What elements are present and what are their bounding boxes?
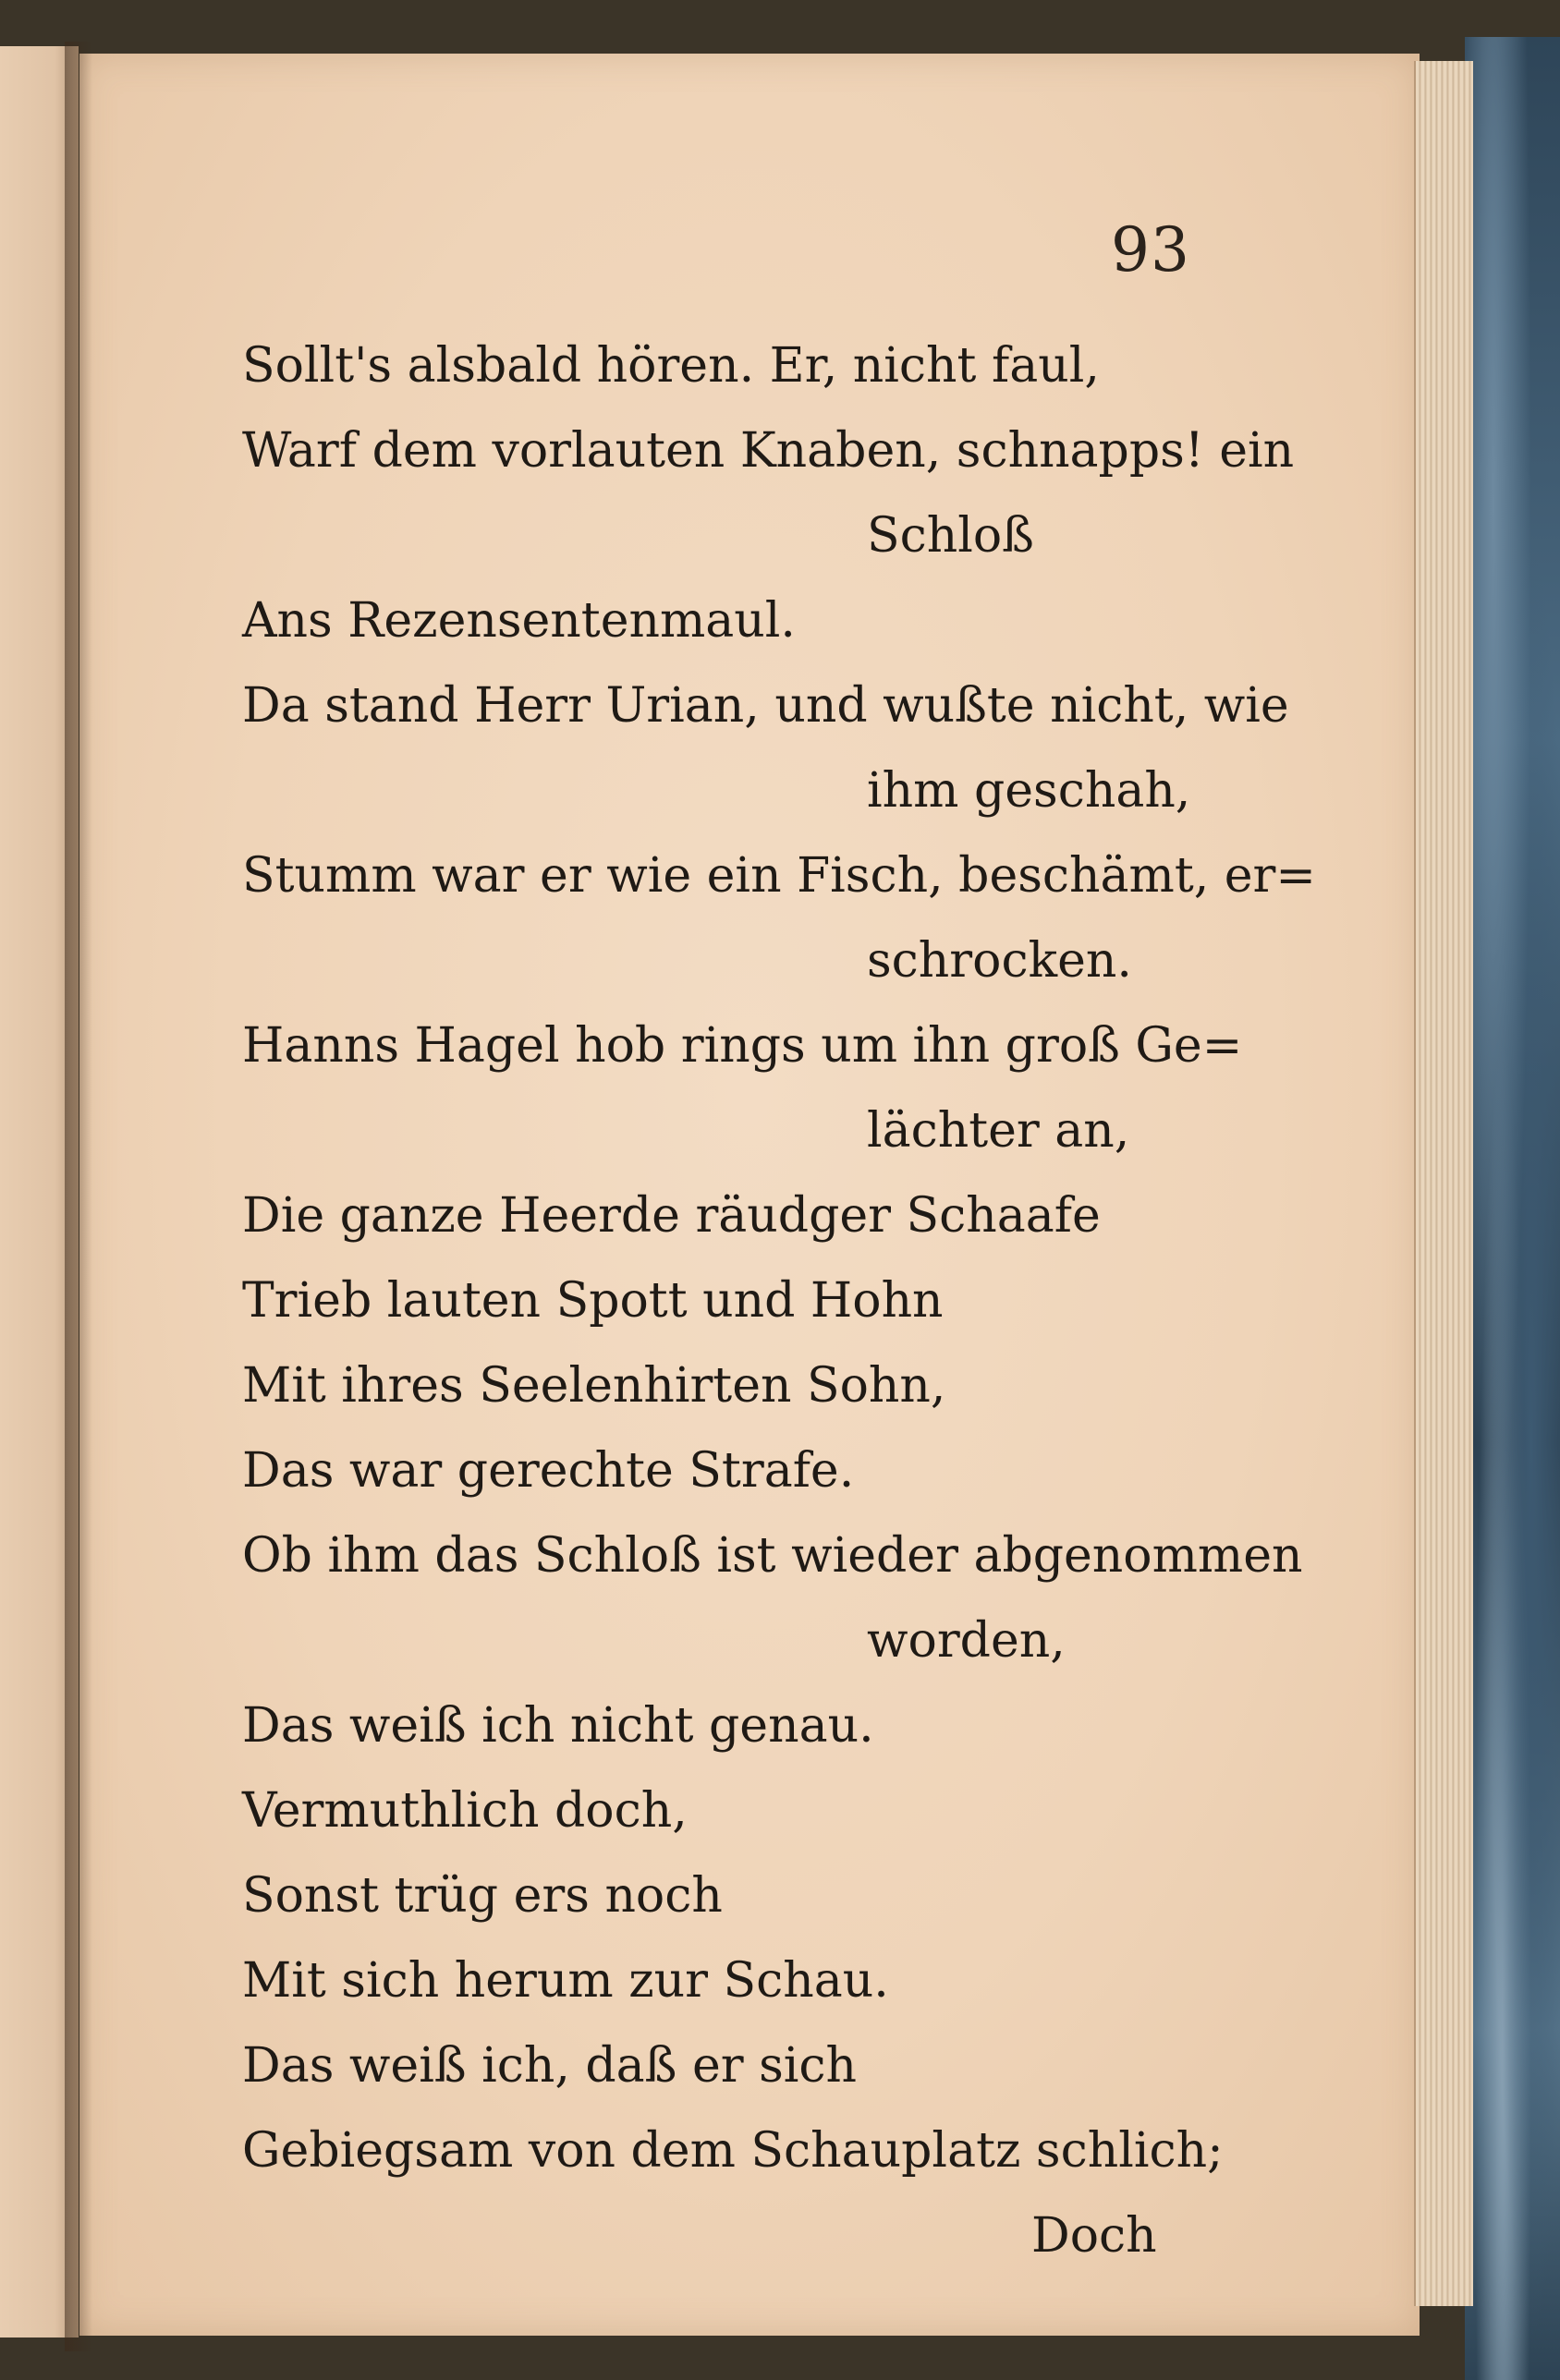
text-line: Mit ihres Seelenhirten Sohn, xyxy=(242,1358,946,1414)
page-fore-edge xyxy=(1414,61,1473,2306)
text-line: Das war gerechte Strafe. xyxy=(242,1443,855,1499)
text-line: schrocken. xyxy=(867,933,1132,989)
text-line: worden, xyxy=(867,1613,1066,1669)
text-line: Warf dem vorlauten Knaben, schnapps! ein xyxy=(242,423,1295,479)
text-line: Doch xyxy=(1031,2208,1157,2264)
text-line: Sonst trüg ers noch xyxy=(242,1868,723,1924)
text-line: ihm geschah, xyxy=(867,763,1191,819)
text-line: Ans Rezensentenmaul. xyxy=(242,593,796,649)
poem-text xyxy=(242,323,1316,2278)
text-line: lächter an, xyxy=(867,1103,1130,1159)
text-line: Sollt's alsbald hören. Er, nicht faul, xyxy=(242,338,1100,394)
text-line: Da stand Herr Urian, und wußte nicht, wie xyxy=(242,678,1289,734)
text-line: Hanns Hagel hob rings um ihn groß Ge= xyxy=(242,1018,1243,1074)
text-line: Gebiegsam von dem Schauplatz schlich; xyxy=(242,2123,1224,2179)
text-line: Das weiß ich nicht genau. xyxy=(242,1698,874,1754)
text-line: Mit sich herum zur Schau. xyxy=(242,1953,889,2009)
text-line: Trieb lauten Spott und Hohn xyxy=(242,1273,944,1329)
text-line: Schloß xyxy=(867,508,1034,564)
text-line: Vermuthlich doch, xyxy=(242,1783,688,1839)
text-line: Das weiß ich, daß er sich xyxy=(242,2038,858,2094)
text-line: Stumm war er wie ein Fisch, beschämt, er= xyxy=(242,848,1316,904)
marbled-cover xyxy=(1465,37,1560,2380)
text-line: Ob ihm das Schloß ist wieder abgenommen xyxy=(242,1528,1303,1584)
text-line: Die ganze Heerde räudger Schaafe xyxy=(242,1188,1101,1244)
page-number: 93 xyxy=(1111,214,1190,285)
gutter-shadow xyxy=(65,42,92,2351)
